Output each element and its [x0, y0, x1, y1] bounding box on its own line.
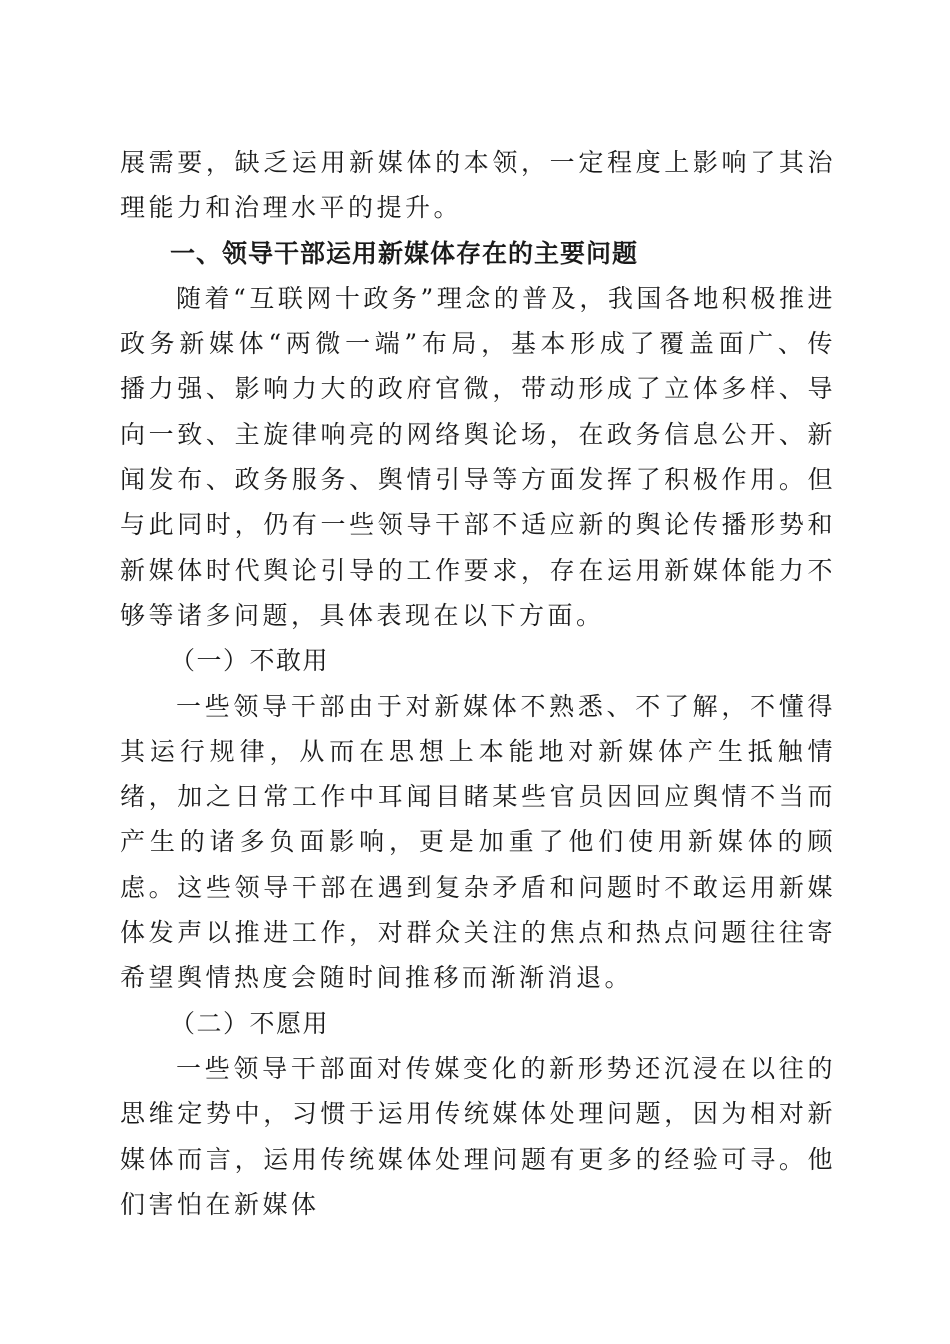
- subsection-heading-1: （一）不敢用: [170, 646, 330, 676]
- intro-paragraph: 随着“互联网十政务”理念的普及，我国各地积极推进政务新媒体“两微一端”布局，基本形成了覆盖面广、传播力强、影响力大的政府官微，带动形成了立体多样、导向一致、主旋律响亮的网络舆论场，在政务信息公开、新闻发布、政务服务、舆情引导等方面发挥了积极作用。但与此同时，仍有一些领导干部不适应新的舆论传播形势和新媒体时代舆论引导的工作要求，存在运用新媒体能力不够等诸多问题，具体表现在以下方面。: [120, 283, 836, 630]
- subsection-heading-2: （二）不愿用: [170, 1008, 330, 1038]
- continued-paragraph: 展需要，缺乏运用新媒体的本领，一定程度上影响了其治理能力和治理水平的提升。: [120, 148, 836, 223]
- subsection-paragraph-2: 一些领导干部面对传媒变化的新形势还沉浸在以往的思维定势中，习惯于运用传统媒体处理问题，因为相对新媒体而言，运用传统媒体处理问题有更多的经验可寻。他们害怕在新媒体: [120, 1053, 836, 1219]
- document-page: [120, 140, 836, 1227]
- section-heading: 一、领导干部运用新媒体存在的主要问题: [170, 238, 639, 268]
- subsection-paragraph-1: 一些领导干部由于对新媒体不熟悉、不了解，不懂得其运行规律，从而在思想上本能地对新媒体产生抵触情绪，加之日常工作中耳闻目睹某些官员因回应舆情不当而产生的诸多负面影响，更是加重了他们使用新媒体的顾虑。这些领导干部在遇到复杂矛盾和问题时不敢运用新媒体发声以推进工作，对群众关注的焦点和热点问题往往寄希望舆情热度会随时间推移而渐渐消退。: [120, 691, 836, 993]
